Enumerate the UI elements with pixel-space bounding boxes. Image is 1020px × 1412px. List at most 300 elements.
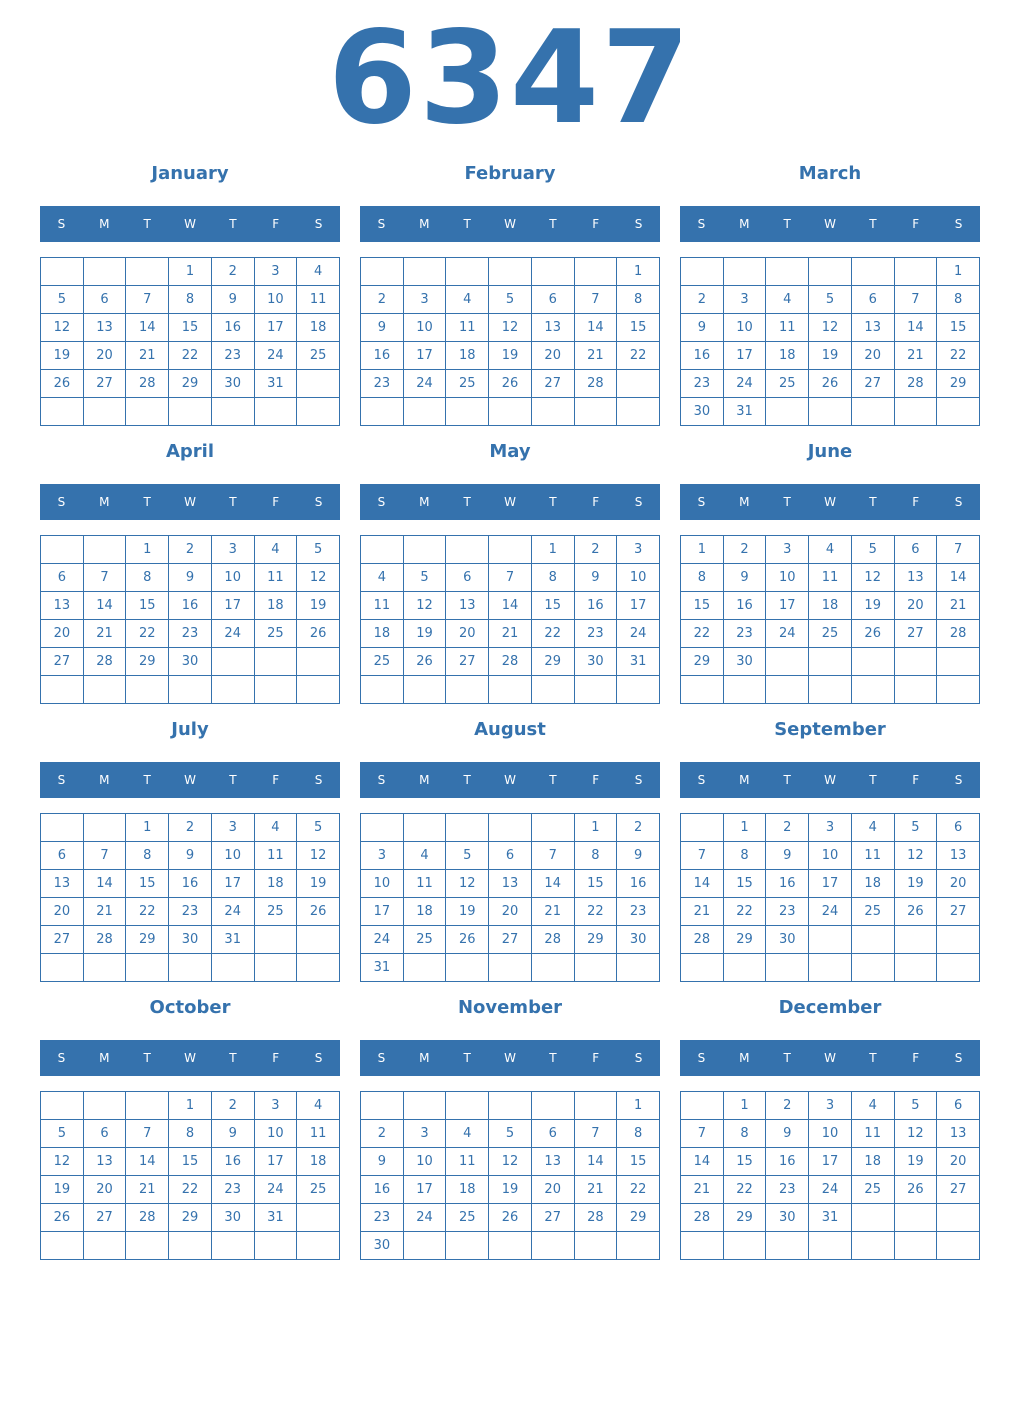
day-cell: 20 <box>937 870 980 898</box>
day-cell: 9 <box>361 314 404 342</box>
day-cell: 22 <box>937 342 980 370</box>
day-cell: 25 <box>852 898 895 926</box>
day-cell: 22 <box>617 342 660 370</box>
weekday-label: T <box>869 217 877 231</box>
day-cell: 14 <box>532 870 575 898</box>
day-cell: 16 <box>681 342 724 370</box>
empty-day-cell <box>126 258 169 286</box>
empty-day-cell <box>404 1232 447 1260</box>
day-cell: 10 <box>404 1148 447 1176</box>
empty-day-cell <box>724 1232 767 1260</box>
empty-day-cell <box>41 676 84 704</box>
weekday-label: F <box>272 773 280 787</box>
day-cell: 26 <box>404 648 447 676</box>
empty-day-cell <box>404 398 447 426</box>
day-cell: 12 <box>489 314 532 342</box>
weekday-header <box>680 484 980 520</box>
day-cell: 13 <box>937 842 980 870</box>
day-cell: 11 <box>809 564 852 592</box>
day-cell: 9 <box>766 1120 809 1148</box>
day-cell: 4 <box>446 1120 489 1148</box>
day-cell: 13 <box>84 1148 127 1176</box>
month-name: October <box>149 997 231 1018</box>
day-cell: 1 <box>169 1092 212 1120</box>
weekday-label: F <box>272 217 280 231</box>
empty-day-cell <box>41 258 84 286</box>
empty-day-cell <box>895 398 938 426</box>
day-cell: 17 <box>809 870 852 898</box>
day-cell: 13 <box>446 592 489 620</box>
day-cell: 11 <box>297 286 340 314</box>
day-cell: 23 <box>361 370 404 398</box>
day-cell: 13 <box>532 314 575 342</box>
month-name: June <box>807 441 853 462</box>
day-cell: 9 <box>169 842 212 870</box>
day-cell: 12 <box>895 1120 938 1148</box>
empty-day-cell <box>212 1232 255 1260</box>
day-cell: 2 <box>361 286 404 314</box>
weekday-label: W <box>824 773 836 787</box>
weekday-label: T <box>229 495 237 509</box>
weekday-label: S <box>954 773 963 787</box>
day-cell: 27 <box>895 620 938 648</box>
day-cell: 9 <box>169 564 212 592</box>
day-cell: 15 <box>169 1148 212 1176</box>
empty-day-cell <box>937 926 980 954</box>
day-cell: 22 <box>532 620 575 648</box>
day-cell: 19 <box>489 342 532 370</box>
day-cell: 30 <box>212 1204 255 1232</box>
day-cell: 22 <box>126 620 169 648</box>
day-cell: 17 <box>724 342 767 370</box>
day-cell: 6 <box>532 286 575 314</box>
empty-day-cell <box>84 536 127 564</box>
empty-day-cell <box>361 676 404 704</box>
empty-day-cell <box>617 370 660 398</box>
day-cell: 5 <box>297 536 340 564</box>
day-cell: 6 <box>446 564 489 592</box>
day-cell: 19 <box>446 898 489 926</box>
day-cell: 2 <box>212 258 255 286</box>
empty-day-cell <box>404 814 447 842</box>
day-cell: 4 <box>255 814 298 842</box>
day-cell: 28 <box>937 620 980 648</box>
day-cell: 24 <box>724 370 767 398</box>
empty-day-cell <box>126 1092 169 1120</box>
empty-day-cell <box>852 258 895 286</box>
day-cell: 27 <box>489 926 532 954</box>
day-cell: 12 <box>297 842 340 870</box>
day-cell: 12 <box>852 564 895 592</box>
day-cell: 21 <box>126 342 169 370</box>
empty-day-cell <box>852 398 895 426</box>
weekday-header <box>40 206 340 242</box>
day-cell: 13 <box>489 870 532 898</box>
day-cell: 1 <box>724 1092 767 1120</box>
day-cell: 6 <box>41 564 84 592</box>
weekday-label: W <box>824 1051 836 1065</box>
month-name: September <box>774 719 886 740</box>
weekday-label: S <box>377 495 386 509</box>
day-cell: 15 <box>724 870 767 898</box>
day-cell: 7 <box>126 1120 169 1148</box>
weekday-label: M <box>99 217 110 231</box>
day-cell: 3 <box>255 258 298 286</box>
day-cell: 12 <box>809 314 852 342</box>
day-cell: 30 <box>212 370 255 398</box>
day-cell: 31 <box>617 648 660 676</box>
day-cell: 4 <box>446 286 489 314</box>
day-cell: 30 <box>575 648 618 676</box>
empty-day-cell <box>169 1232 212 1260</box>
weekday-label: F <box>912 773 920 787</box>
day-cell: 11 <box>404 870 447 898</box>
empty-day-cell <box>489 1232 532 1260</box>
empty-day-cell <box>724 258 767 286</box>
empty-day-cell <box>489 398 532 426</box>
day-cell: 3 <box>212 814 255 842</box>
empty-day-cell <box>809 398 852 426</box>
weekday-label: M <box>99 495 110 509</box>
weekday-label: F <box>912 495 920 509</box>
day-cell: 11 <box>446 1148 489 1176</box>
day-grid <box>680 813 980 982</box>
day-cell: 31 <box>255 370 298 398</box>
day-cell: 31 <box>809 1204 852 1232</box>
empty-day-cell <box>255 926 298 954</box>
day-cell: 10 <box>809 1120 852 1148</box>
day-cell: 8 <box>169 1120 212 1148</box>
day-cell: 23 <box>766 898 809 926</box>
day-cell: 14 <box>681 870 724 898</box>
day-cell: 25 <box>766 370 809 398</box>
day-cell: 5 <box>446 842 489 870</box>
day-cell: 7 <box>895 286 938 314</box>
day-cell: 6 <box>489 842 532 870</box>
day-cell: 1 <box>575 814 618 842</box>
day-cell: 12 <box>895 842 938 870</box>
day-cell: 1 <box>126 814 169 842</box>
day-cell: 12 <box>404 592 447 620</box>
weekday-label: S <box>954 217 963 231</box>
weekday-label: T <box>549 495 557 509</box>
day-cell: 17 <box>361 898 404 926</box>
day-cell: 5 <box>404 564 447 592</box>
day-cell: 14 <box>937 564 980 592</box>
day-cell: 27 <box>532 370 575 398</box>
day-cell: 26 <box>895 1176 938 1204</box>
empty-day-cell <box>895 954 938 982</box>
day-cell: 8 <box>575 842 618 870</box>
day-cell: 5 <box>489 286 532 314</box>
day-cell: 23 <box>169 898 212 926</box>
day-cell: 4 <box>852 1092 895 1120</box>
empty-day-cell <box>361 398 404 426</box>
weekday-label: S <box>57 217 66 231</box>
empty-day-cell <box>126 676 169 704</box>
empty-day-cell <box>937 676 980 704</box>
weekday-label: W <box>184 217 196 231</box>
empty-day-cell <box>169 954 212 982</box>
empty-day-cell <box>937 1232 980 1260</box>
day-cell: 1 <box>617 258 660 286</box>
empty-day-cell <box>532 1232 575 1260</box>
day-cell: 9 <box>361 1148 404 1176</box>
weekday-label: T <box>143 1051 151 1065</box>
day-cell: 21 <box>532 898 575 926</box>
day-cell: 28 <box>489 648 532 676</box>
empty-day-cell <box>169 676 212 704</box>
weekday-label: W <box>504 1051 516 1065</box>
weekday-label: F <box>272 1051 280 1065</box>
day-cell: 19 <box>41 1176 84 1204</box>
day-cell: 11 <box>255 564 298 592</box>
empty-day-cell <box>617 1232 660 1260</box>
day-cell: 9 <box>724 564 767 592</box>
weekday-label: F <box>912 217 920 231</box>
day-cell: 14 <box>895 314 938 342</box>
day-cell: 26 <box>895 898 938 926</box>
day-cell: 18 <box>852 1148 895 1176</box>
empty-day-cell <box>361 258 404 286</box>
weekday-label: T <box>463 1051 471 1065</box>
weekday-label: S <box>634 773 643 787</box>
empty-day-cell <box>937 1204 980 1232</box>
empty-day-cell <box>681 814 724 842</box>
weekday-header <box>40 762 340 798</box>
day-cell: 31 <box>212 926 255 954</box>
day-cell: 22 <box>724 898 767 926</box>
day-cell: 30 <box>169 648 212 676</box>
day-cell: 16 <box>169 870 212 898</box>
empty-day-cell <box>84 954 127 982</box>
day-cell: 21 <box>895 342 938 370</box>
empty-day-cell <box>852 954 895 982</box>
day-cell: 29 <box>724 926 767 954</box>
day-cell: 21 <box>937 592 980 620</box>
day-cell: 26 <box>297 898 340 926</box>
day-cell: 20 <box>41 620 84 648</box>
day-cell: 8 <box>617 286 660 314</box>
day-cell: 25 <box>255 620 298 648</box>
weekday-label: W <box>824 217 836 231</box>
day-cell: 4 <box>766 286 809 314</box>
weekday-label: T <box>463 495 471 509</box>
day-cell: 8 <box>169 286 212 314</box>
day-cell: 24 <box>255 1176 298 1204</box>
empty-day-cell <box>895 1232 938 1260</box>
day-cell: 14 <box>84 870 127 898</box>
day-grid <box>40 813 340 982</box>
empty-day-cell <box>297 1204 340 1232</box>
empty-day-cell <box>809 676 852 704</box>
empty-day-cell <box>404 954 447 982</box>
weekday-label: T <box>143 495 151 509</box>
empty-day-cell <box>404 676 447 704</box>
weekday-label: T <box>869 1051 877 1065</box>
day-cell: 8 <box>681 564 724 592</box>
empty-day-cell <box>446 1232 489 1260</box>
day-cell: 4 <box>297 258 340 286</box>
day-cell: 29 <box>126 926 169 954</box>
day-cell: 5 <box>489 1120 532 1148</box>
weekday-label: S <box>377 217 386 231</box>
day-cell: 2 <box>766 1092 809 1120</box>
day-cell: 25 <box>255 898 298 926</box>
weekday-label: T <box>229 773 237 787</box>
day-cell: 27 <box>41 926 84 954</box>
weekday-label: S <box>634 495 643 509</box>
day-cell: 13 <box>852 314 895 342</box>
weekday-label: S <box>314 217 323 231</box>
day-cell: 6 <box>895 536 938 564</box>
day-cell: 14 <box>575 314 618 342</box>
empty-day-cell <box>446 536 489 564</box>
day-cell: 29 <box>617 1204 660 1232</box>
day-cell: 17 <box>212 870 255 898</box>
empty-day-cell <box>404 258 447 286</box>
day-cell: 15 <box>126 870 169 898</box>
day-cell: 16 <box>212 314 255 342</box>
weekday-label: F <box>592 1051 600 1065</box>
weekday-label: S <box>954 1051 963 1065</box>
weekday-label: F <box>592 773 600 787</box>
weekday-label: T <box>783 217 791 231</box>
day-cell: 27 <box>446 648 489 676</box>
day-cell: 28 <box>84 648 127 676</box>
day-cell: 17 <box>617 592 660 620</box>
weekday-header <box>40 484 340 520</box>
empty-day-cell <box>212 398 255 426</box>
day-cell: 10 <box>766 564 809 592</box>
day-cell: 13 <box>41 870 84 898</box>
day-cell: 4 <box>852 814 895 842</box>
day-cell: 23 <box>169 620 212 648</box>
day-cell: 8 <box>126 842 169 870</box>
day-cell: 14 <box>84 592 127 620</box>
day-cell: 10 <box>361 870 404 898</box>
weekday-label: M <box>99 1051 110 1065</box>
day-cell: 28 <box>126 1204 169 1232</box>
day-cell: 1 <box>532 536 575 564</box>
day-cell: 7 <box>681 842 724 870</box>
empty-day-cell <box>852 926 895 954</box>
day-cell: 15 <box>617 314 660 342</box>
day-cell: 20 <box>937 1148 980 1176</box>
empty-day-cell <box>681 676 724 704</box>
day-cell: 22 <box>169 342 212 370</box>
day-cell: 28 <box>126 370 169 398</box>
empty-day-cell <box>446 676 489 704</box>
day-grid <box>360 257 660 426</box>
month-name: January <box>151 163 229 184</box>
weekday-label: S <box>634 1051 643 1065</box>
day-grid <box>680 535 980 704</box>
weekday-label: T <box>869 773 877 787</box>
day-cell: 6 <box>532 1120 575 1148</box>
empty-day-cell <box>446 954 489 982</box>
empty-day-cell <box>169 398 212 426</box>
day-cell: 9 <box>681 314 724 342</box>
weekday-label: S <box>697 495 706 509</box>
empty-day-cell <box>255 398 298 426</box>
empty-day-cell <box>41 398 84 426</box>
day-cell: 30 <box>766 926 809 954</box>
empty-day-cell <box>766 954 809 982</box>
day-cell: 25 <box>361 648 404 676</box>
day-cell: 26 <box>446 926 489 954</box>
weekday-label: M <box>419 217 430 231</box>
day-cell: 30 <box>169 926 212 954</box>
empty-day-cell <box>852 648 895 676</box>
day-cell: 21 <box>575 1176 618 1204</box>
empty-day-cell <box>446 398 489 426</box>
weekday-label: T <box>549 217 557 231</box>
day-cell: 6 <box>937 1092 980 1120</box>
day-cell: 18 <box>404 898 447 926</box>
day-cell: 19 <box>297 870 340 898</box>
day-cell: 10 <box>809 842 852 870</box>
day-cell: 11 <box>297 1120 340 1148</box>
day-cell: 25 <box>446 370 489 398</box>
weekday-label: S <box>314 1051 323 1065</box>
day-cell: 18 <box>766 342 809 370</box>
day-cell: 21 <box>681 1176 724 1204</box>
day-cell: 2 <box>212 1092 255 1120</box>
empty-day-cell <box>212 954 255 982</box>
empty-day-cell <box>895 1204 938 1232</box>
empty-day-cell <box>895 676 938 704</box>
day-cell: 10 <box>255 286 298 314</box>
day-cell: 27 <box>937 898 980 926</box>
empty-day-cell <box>766 676 809 704</box>
day-cell: 2 <box>575 536 618 564</box>
empty-day-cell <box>489 258 532 286</box>
day-cell: 7 <box>937 536 980 564</box>
day-cell: 18 <box>361 620 404 648</box>
day-cell: 29 <box>169 370 212 398</box>
day-cell: 5 <box>809 286 852 314</box>
empty-day-cell <box>809 954 852 982</box>
empty-day-cell <box>446 258 489 286</box>
day-cell: 3 <box>212 536 255 564</box>
day-cell: 17 <box>255 1148 298 1176</box>
day-cell: 20 <box>84 1176 127 1204</box>
empty-day-cell <box>255 1232 298 1260</box>
day-cell: 29 <box>724 1204 767 1232</box>
empty-day-cell <box>84 814 127 842</box>
day-cell: 11 <box>361 592 404 620</box>
empty-day-cell <box>126 1232 169 1260</box>
empty-day-cell <box>126 954 169 982</box>
weekday-label: W <box>504 495 516 509</box>
day-cell: 9 <box>212 1120 255 1148</box>
empty-day-cell <box>724 954 767 982</box>
day-cell: 31 <box>255 1204 298 1232</box>
day-cell: 1 <box>937 258 980 286</box>
empty-day-cell <box>446 814 489 842</box>
day-cell: 7 <box>681 1120 724 1148</box>
weekday-label: S <box>377 773 386 787</box>
day-cell: 12 <box>446 870 489 898</box>
day-cell: 31 <box>361 954 404 982</box>
day-cell: 27 <box>532 1204 575 1232</box>
day-cell: 25 <box>404 926 447 954</box>
empty-day-cell <box>895 648 938 676</box>
weekday-header <box>360 484 660 520</box>
day-cell: 17 <box>255 314 298 342</box>
day-cell: 2 <box>617 814 660 842</box>
